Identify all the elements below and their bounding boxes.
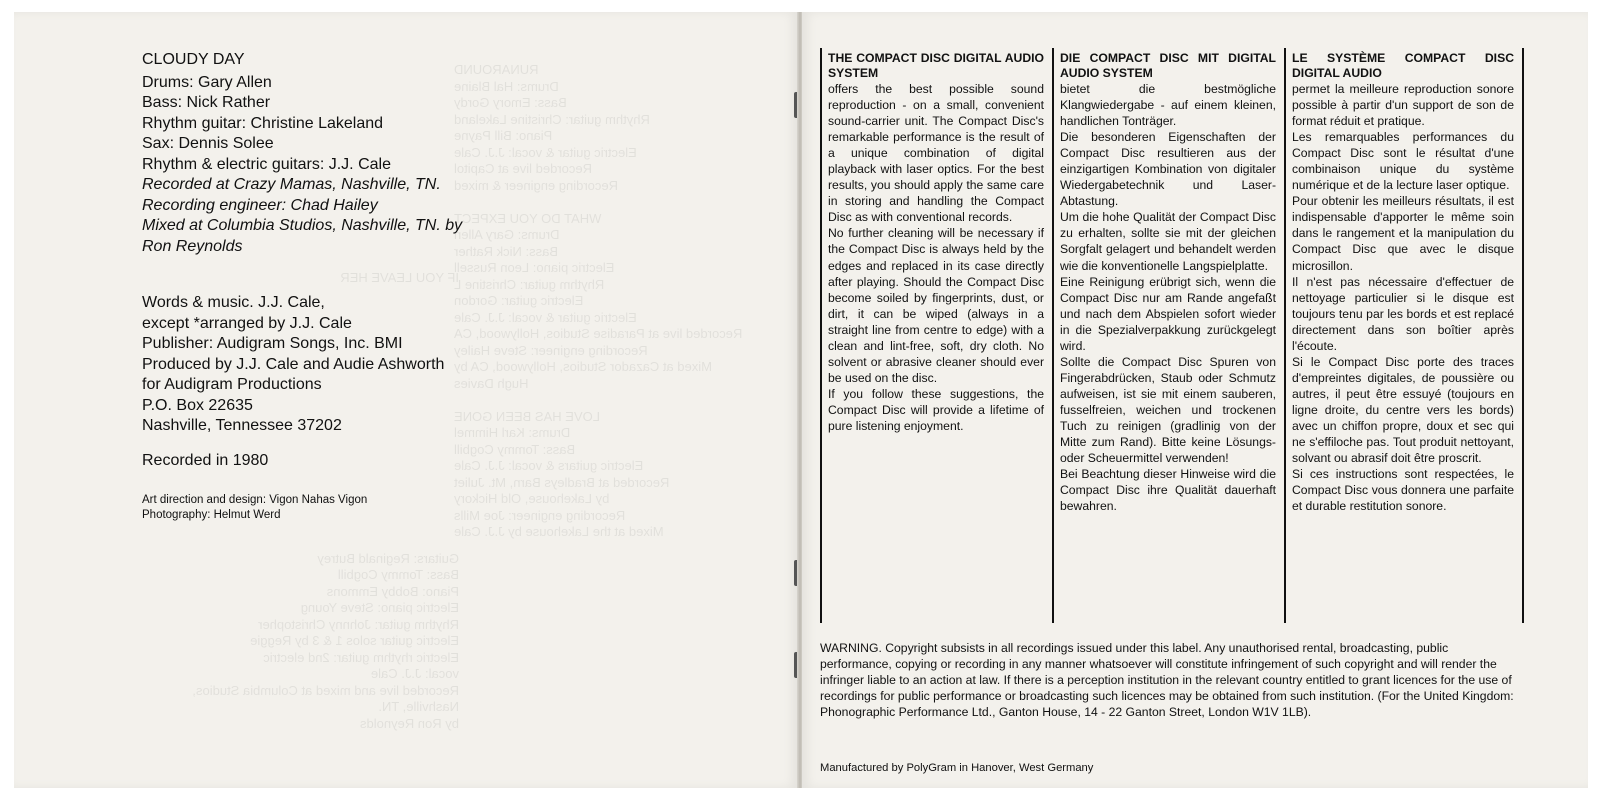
bleed-through-line: IF YOU LEAVE HER	[340, 270, 459, 285]
column-paragraph: permet la meilleure reproduction sonore possible à partir d'un support de son de format réduit et pratique.	[1292, 82, 1514, 129]
english-column	[820, 48, 1052, 623]
bleed-through-line: Electric guitar & vocal: J.J. Cale	[454, 309, 637, 325]
bleed-through-line: Recorded live and mixed at Columbia Studios,	[192, 682, 459, 698]
personnel-line: Rhythm & electric guitars: J.J. Cale	[142, 155, 391, 173]
copyright-warning: WARNING. Copyright subsists in all recordings issued under this label. Any unauthorised rental, broadcasting, public performance, copying or recording in any manner whatsoever will constitute infringement of such copyright and will render the infringer liable to an action at law. If there is a perception institution in the relevant country entitled to grant licences for the use of recordings for public performance or broadcasting such licences may be obtained from such institution. (For the United Kingdom: Phonographic Performance Ltd., Ganton House, 14 - 22 Ganton Street, London W1V 1LB).	[820, 641, 1514, 720]
publishing-line: except *arranged by J.J. Cale	[142, 314, 352, 332]
column-paragraph: Um die hohe Qualität der Compact Disc zu erhalten, sollte sie mit der gleichen Sorgfalt gelagert und behandelt werden wie die konventionelle Langspielplatte.	[1060, 210, 1276, 273]
publishing-line: Produced by J.J. Cale and Audie Ashworth	[142, 355, 445, 373]
bleed-through-line: Electric guitar: Gordon	[454, 293, 584, 308]
manufacturer-note: Manufactured by PolyGram in Hanover, West Germany	[820, 762, 1094, 774]
bleed-through-line: Nashville, TN.	[378, 699, 459, 714]
bleed-through-line: Recorded live at Capitol	[454, 161, 593, 176]
recording-note: Recording engineer: Chad Hailey	[142, 196, 378, 214]
column-heading: DIE COMPACT DISC MIT DIGITAL AUDIO SYSTEM	[1060, 51, 1276, 80]
bleed-through-line: Recording engineer & mixed	[454, 177, 619, 193]
bleed-through-line: vocal: J.J. Cale	[370, 666, 459, 681]
recording-note: Mixed at Columbia Studios, Nashville, TN. by	[142, 217, 463, 234]
bleed-through-line: Piano: Bobby Emmons	[326, 583, 459, 599]
bleed-through-line: Bass: Tommy Cogbill	[337, 567, 459, 582]
column-paragraph: Die besonderen Eigenschaften der Compact Disc resultieren aus der einzigartigen Kombination von digitaler Wiedergabetechnik und Laser-Abtastung.	[1060, 130, 1276, 209]
personnel-line: Drums: Gary Allen	[142, 73, 272, 91]
art-direction-credit: Art direction and design: Vigon Nahas Vigon	[142, 494, 368, 506]
column-paragraph: Pour obtenir les meilleurs résultats, il est indispensable d'apporter le même soin dans le rangement et la manipulation du Compact Disc que avec le disque microsillon.	[1292, 194, 1514, 273]
bleed-through-line: WHAT DO YOU EXPECT	[454, 210, 602, 226]
column-paragraph: Si le Compact Disc porte des traces d'empreintes digitales, de poussière ou autres, il peut être essuyé (toujours en ligne droite, du centre vers les bords) avec un chiffon propre, doux et sec qui ne s'effiloche pas. Tout produit nettoyant, solvant ou abrasif doit être proscrit.	[1292, 354, 1514, 466]
column-paragraph: offers the best possible sound reproduction - on a small, convenient sound-carrier unit. The Compact Disc's remarkable performance is the result of a unique combination of digital playback with laser optics. For the best results, you should apply the same care in storing and handling the Compact Disc as with conventional records.	[828, 82, 1044, 225]
column-paragraph: Les remarquables performances du Compact Disc sont le résultat d'une combinaison unique du système numérique et de la lecture laser optique.	[1292, 130, 1514, 193]
french-column	[1284, 48, 1524, 623]
bleed-through-line: Electric piano: Steve Young	[300, 600, 459, 615]
bleed-through-line: Electric guitar solos 1 & 3 by Reggie	[250, 633, 459, 648]
publishing-line: Words & music. J.J. Cale,	[142, 294, 325, 311]
personnel-list	[142, 73, 662, 176]
bleed-through-line: Mixed at Cazador Studios, Hollywood, CA by	[454, 359, 712, 374]
left-page	[14, 12, 798, 788]
column-heading: LE SYSTÈME COMPACT DISC DIGITAL AUDIO	[1292, 51, 1514, 80]
bleed-through-line: RUNAROUND	[454, 62, 539, 77]
german-column	[1052, 48, 1284, 623]
bleed-through-line: Recording engineer: Steve Hailey	[454, 342, 648, 358]
song-title: CLOUDY DAY	[142, 51, 245, 68]
column-paragraph: If you follow these suggestions, the Compact Disc will provide a lifetime of pure listening enjoyment.	[828, 386, 1044, 433]
bleed-through-line: Bass: Emory Gordy	[454, 95, 567, 110]
bleed-through-line: Electric guitar & vocal: J.J. Cale	[454, 144, 637, 160]
personnel-line: Sax: Dennis Solee	[142, 135, 274, 152]
publishing-line: Publisher: Audigram Songs, Inc. BMI	[142, 335, 403, 352]
column-paragraph: bietet die bestmögliche Klangwiedergabe - auf einem kleinen, handlichen Tonträger.	[1060, 82, 1276, 129]
publishing-line: for Audigram Productions	[142, 376, 322, 393]
column-paragraph: Eine Reinigung erübrigt sich, wenn die Compact Disc nur am Rande angefaßt und nach dem Abspielen sofort wieder in die Spezialverpakkung zurückgelegt wird.	[1060, 274, 1276, 353]
song-credits	[142, 50, 662, 523]
bleed-through-line: LOVE HAS BEEN GONE	[454, 408, 600, 424]
personnel-line: Rhythm guitar: Christine Lakeland	[142, 114, 384, 132]
column-paragraph: No further cleaning will be necessary if the Compact Disc is always held by the edges and replaced in its case directly after playing. Should the Compact Disc become soiled by fingerprints, dust, or dirt, it can be wiped (always in a straight line from centre to edge) with a clean and lint-free, soft, dry cloth. No solvent or abrasive cleaner should ever be used on the disc.	[828, 226, 1044, 385]
bleed-through-line: Bass: Nick Rather	[454, 243, 559, 259]
bleed-through-line: Drums: Hal Blaine	[454, 78, 559, 94]
bleed-through-line: Drums: Karl Himmel	[454, 425, 571, 440]
right-page	[802, 12, 1588, 788]
bleed-through-line: Recording engineer: Joe Mills	[454, 507, 626, 523]
column-paragraph: Si ces instructions sont respectées, le Compact Disc vous donnera une parfaite et durable restitution sonore.	[1292, 467, 1514, 514]
publishing-line: P.O. Box 22635	[142, 396, 253, 414]
bleed-through-line: Electric guitars & vocal: J.J. Cale	[454, 458, 644, 473]
bleed-through-line: Bass: Tommy Cogbill	[454, 441, 576, 457]
recording-note: Recorded at Crazy Mamas, Nashville, TN.	[142, 176, 441, 193]
publishing-line: Nashville, Tennessee 37202	[142, 417, 342, 434]
bleed-through-line: Rhythm guitar: Johnny Christopher	[258, 616, 459, 632]
bleed-through-line: Drums: Gary Allen	[454, 227, 560, 242]
publishing-info	[142, 293, 662, 437]
spacer	[142, 437, 662, 451]
bleed-through-line: Piano: Bill Payne	[454, 128, 553, 143]
spacer	[142, 257, 662, 279]
bleed-through-line: Hugh Davies	[454, 375, 529, 391]
spacer	[142, 279, 662, 293]
bleed-through-line: by Lakehouse, Old Hickory	[454, 491, 610, 506]
photography-credit: Photography: Helmut Werd	[142, 509, 281, 521]
bleed-through-line: Recorded live at Paradise Studios, Hollywood, CA	[454, 326, 743, 341]
recorded-year: Recorded in 1980	[142, 451, 269, 469]
bleed-through-line: Electric rhythm guitar: 2nd electric	[263, 649, 459, 665]
personnel-line: Bass: Nick Rather	[142, 94, 271, 111]
column-paragraph: Bei Beachtung dieser Hinweise wird die Compact Disc ihre Qualität dauerhaft bewahren.	[1060, 467, 1276, 514]
spacer	[142, 471, 662, 493]
recording-notes	[142, 175, 662, 257]
column-heading: THE COMPACT DISC DIGITAL AUDIO SYSTEM	[828, 51, 1044, 80]
recording-note: Ron Reynolds	[142, 237, 243, 255]
bleed-through-line: by Ron Reynolds	[360, 715, 459, 731]
bleed-through-line: Electric piano: Leon Russell	[454, 260, 615, 275]
bleed-through-line: Rhythm guitar: Christine L	[454, 276, 605, 292]
column-paragraph: Il n'est pas nécessaire d'effectuer de nettoyage particulier si le disque est toujours tenu par les bords et est replacé directement dans son boîtier après l'écoute.	[1292, 274, 1514, 353]
bleed-through-line	[139, 534, 459, 551]
column-paragraph: Sollte die Compact Disc Spuren von Fingerabdrücken, Staub oder Schmutz aufweisen, ist sie mit einem sauberen, fusselfreien, weichen und trockenen Tuch zu reinigen (gradlinig von der Mitte zum Rand). Bitte keine Lösungs- oder Scheuermittel verwenden!	[1060, 354, 1276, 466]
bleed-through-line: Mixed at the Lakehouse by J.J. Cale	[454, 524, 664, 539]
cd-info-columns	[820, 48, 1550, 623]
bleed-through-line: Rhythm guitar: Christine Lakeland	[454, 111, 650, 127]
bleed-through-line: Guitars: Reginald Butrey	[317, 550, 459, 566]
bleed-through-line: Recorded at Bradleys Barn, Mt. Juliet	[454, 474, 670, 490]
